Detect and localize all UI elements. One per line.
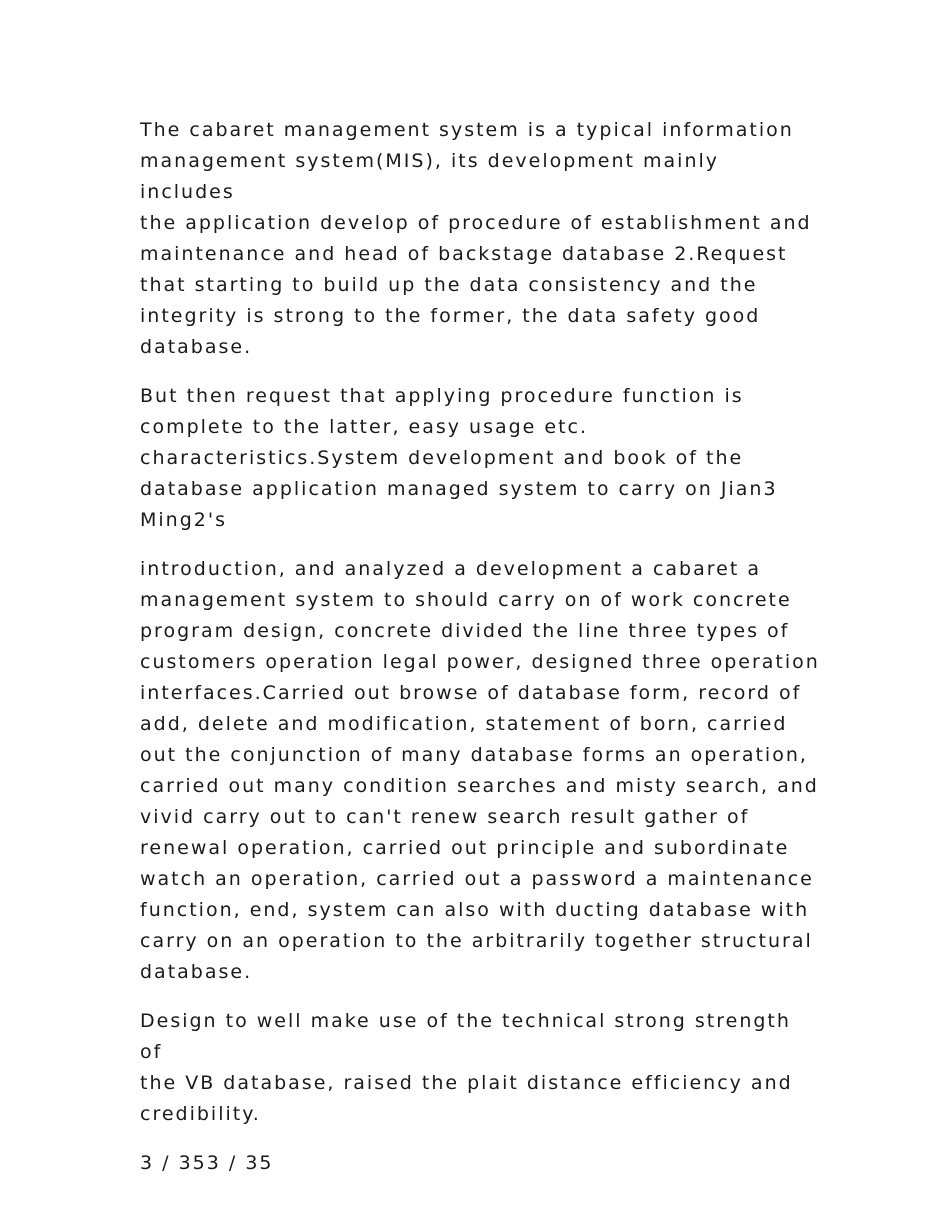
document-page: [140, 115, 820, 1179]
paragraph-3: introduction, and analyzed a development a cabaret a management system to should carry on of work concrete program design, concrete divided the line three types of customers operation legal power, designed three operation interfaces.Carried out browse of database form, record of add, delete and modification, statement of born, carried out the conjunction of many database forms an operation, carried out many condition searches and misty search, and vivid carry out to can't renew search result gather of renewal operation, carried out principle and subordinate watch an operation, carried out a password a maintenance function, end, system can also with ducting database with carry on an operation to the arbitrarily together structural database.: [140, 558, 820, 983]
paragraph-4: Design to well make use of the technical strong strength of the VB database, raised the plait distance efficiency and credibility.: [140, 1010, 793, 1125]
page-number: 3 / 353 / 35: [140, 1152, 274, 1174]
paragraph-2: But then request that applying procedure function is complete to the latter, easy usage etc. characteristics.System development and book of the database application managed system to carry on Jian3 Ming2's: [140, 385, 778, 531]
paragraph-1: The cabaret management system is a typical information management system(MIS), its development mainly includes the application develop of procedure of establishment and maintenance and head of backstage database 2.Request that starting to build up the data consistency and the integrity is strong to the former, the data safety good database.: [140, 119, 812, 358]
